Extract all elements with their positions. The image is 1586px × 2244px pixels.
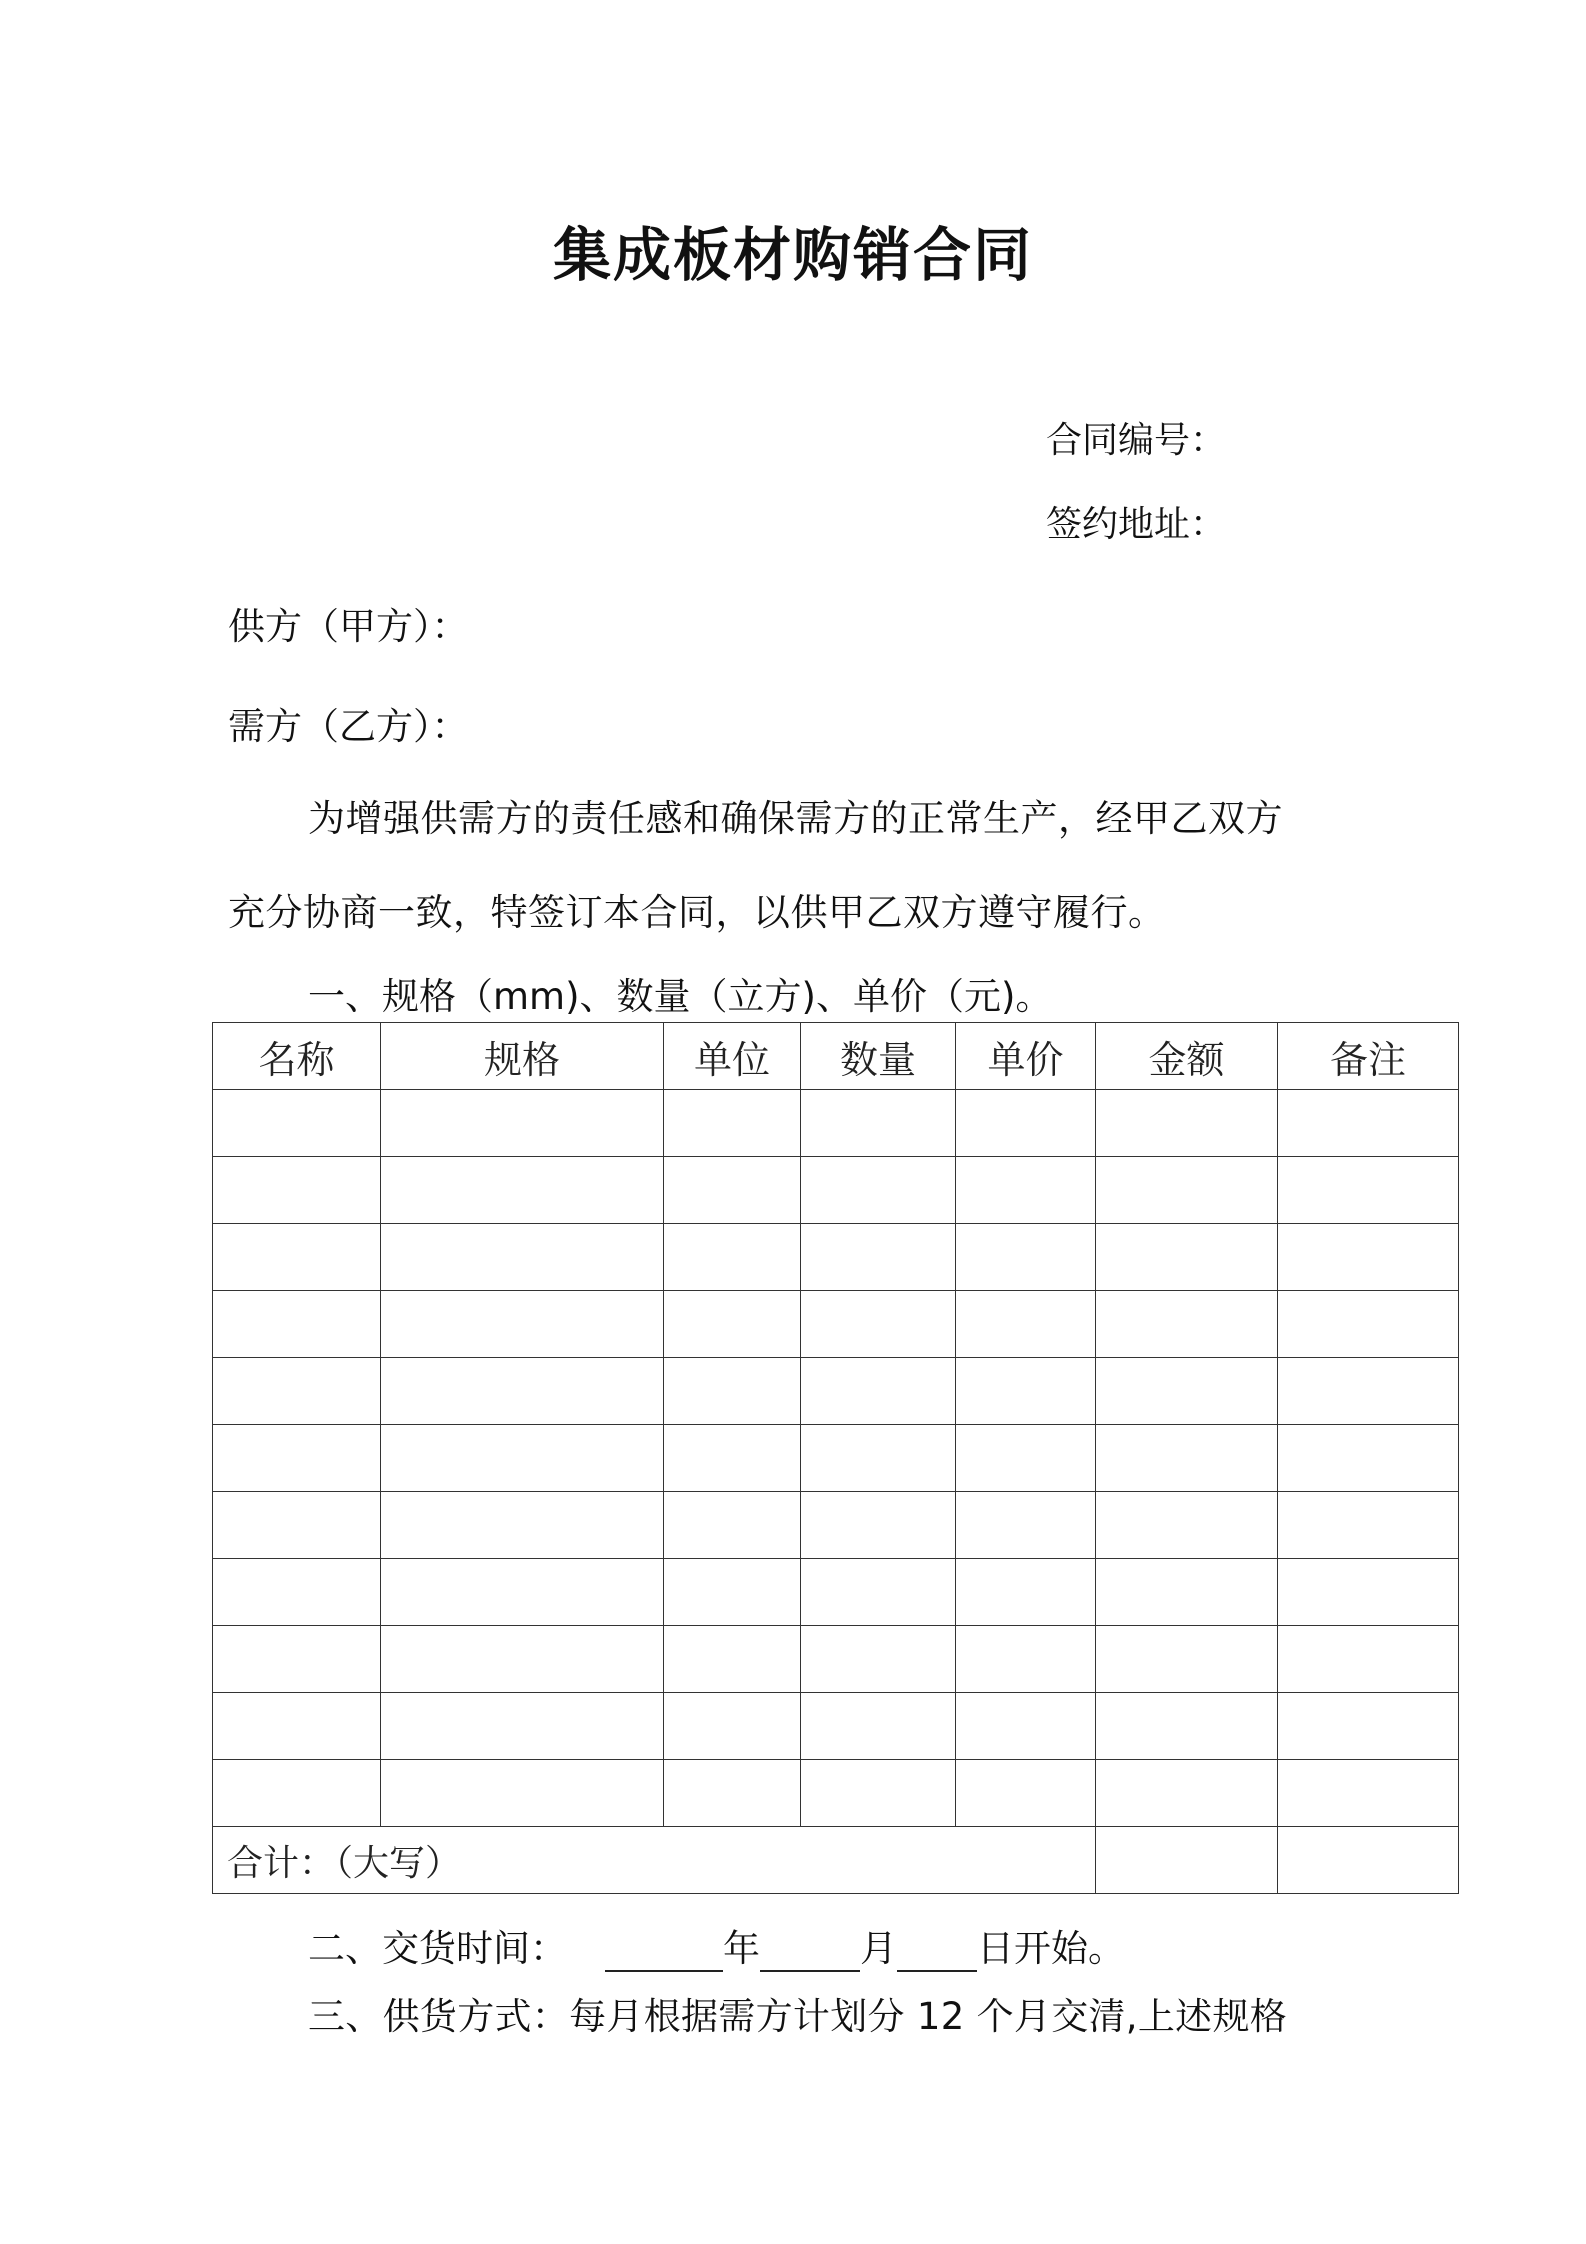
- total-remarks-cell[interactable]: [1278, 1827, 1459, 1894]
- buyer-label: 需方（乙方）：: [228, 705, 469, 748]
- table-cell[interactable]: [664, 1291, 801, 1358]
- table-cell[interactable]: [1278, 1492, 1459, 1559]
- table-cell[interactable]: [1096, 1291, 1278, 1358]
- table-cell[interactable]: [664, 1224, 801, 1291]
- table-cell[interactable]: [664, 1157, 801, 1224]
- day-blank[interactable]: [897, 1934, 977, 1972]
- table-cell[interactable]: [801, 1559, 956, 1626]
- total-amount-cell[interactable]: [1096, 1827, 1278, 1894]
- table-cell[interactable]: [213, 1626, 381, 1693]
- table-cell[interactable]: [1278, 1693, 1459, 1760]
- table-cell[interactable]: [801, 1358, 956, 1425]
- table-cell[interactable]: [381, 1492, 664, 1559]
- table-row: [213, 1425, 1459, 1492]
- table-cell[interactable]: [1278, 1425, 1459, 1492]
- table-cell[interactable]: [956, 1760, 1096, 1827]
- table-cell[interactable]: [213, 1492, 381, 1559]
- total-label: 合计：（大写）: [213, 1827, 1096, 1894]
- table-cell[interactable]: [381, 1358, 664, 1425]
- table-cell[interactable]: [801, 1425, 956, 1492]
- table-cell[interactable]: [801, 1492, 956, 1559]
- table-cell[interactable]: [956, 1291, 1096, 1358]
- table-cell[interactable]: [1278, 1626, 1459, 1693]
- delivery-time-label: 二、交货时间：: [308, 1927, 567, 1970]
- spec-table: [212, 1022, 1459, 1894]
- table-cell[interactable]: [1278, 1090, 1459, 1157]
- table-cell[interactable]: [664, 1626, 801, 1693]
- table-cell[interactable]: [381, 1090, 664, 1157]
- table-cell[interactable]: [1278, 1291, 1459, 1358]
- year-text: 年: [723, 1927, 760, 1970]
- table-cell[interactable]: [1278, 1760, 1459, 1827]
- table-row: [213, 1626, 1459, 1693]
- table-cell[interactable]: [664, 1559, 801, 1626]
- table-cell[interactable]: [956, 1224, 1096, 1291]
- header-remarks: 备注: [1278, 1023, 1459, 1090]
- table-cell[interactable]: [213, 1760, 381, 1827]
- table-cell[interactable]: [801, 1626, 956, 1693]
- table-cell[interactable]: [381, 1693, 664, 1760]
- table-cell[interactable]: [956, 1492, 1096, 1559]
- table-cell[interactable]: [1278, 1224, 1459, 1291]
- year-blank[interactable]: [605, 1934, 723, 1972]
- table-cell[interactable]: [1096, 1425, 1278, 1492]
- table-cell[interactable]: [381, 1224, 664, 1291]
- table-cell[interactable]: [956, 1559, 1096, 1626]
- table-cell[interactable]: [213, 1358, 381, 1425]
- table-row: [213, 1760, 1459, 1827]
- table-cell[interactable]: [956, 1090, 1096, 1157]
- header-spec: 规格: [381, 1023, 664, 1090]
- table-cell[interactable]: [381, 1760, 664, 1827]
- table-cell[interactable]: [381, 1425, 664, 1492]
- header-unit: 单位: [664, 1023, 801, 1090]
- table-cell[interactable]: [213, 1157, 381, 1224]
- table-cell[interactable]: [801, 1291, 956, 1358]
- table-cell[interactable]: [381, 1291, 664, 1358]
- table-row: [213, 1224, 1459, 1291]
- table-row: [213, 1492, 1459, 1559]
- table-cell[interactable]: [213, 1090, 381, 1157]
- intro-paragraph-line-2: 充分协商一致，特签订本合同，以供甲乙双方遵守履行。: [228, 891, 1166, 934]
- table-cell[interactable]: [381, 1157, 664, 1224]
- table-cell[interactable]: [381, 1559, 664, 1626]
- table-cell[interactable]: [664, 1693, 801, 1760]
- table-cell[interactable]: [801, 1760, 956, 1827]
- table-cell[interactable]: [1096, 1626, 1278, 1693]
- table-cell[interactable]: [1096, 1358, 1278, 1425]
- table-cell[interactable]: [801, 1157, 956, 1224]
- section-1-heading: 一、规格（mm)、数量（立方)、单价（元)。: [308, 975, 1053, 1018]
- section-3-supply-method: 三、供货方式：每月根据需方计划分 12 个月交清,上述规格: [308, 1995, 1288, 2038]
- table-cell[interactable]: [213, 1291, 381, 1358]
- table-cell[interactable]: [956, 1157, 1096, 1224]
- table-cell[interactable]: [213, 1559, 381, 1626]
- table-cell[interactable]: [956, 1693, 1096, 1760]
- table-cell[interactable]: [1096, 1224, 1278, 1291]
- month-blank[interactable]: [760, 1934, 860, 1972]
- signing-place-label: 签约地址：: [1046, 504, 1227, 545]
- supplier-label: 供方（甲方）：: [228, 605, 469, 648]
- contract-number-label: 合同编号：: [1046, 420, 1227, 461]
- table-cell[interactable]: [956, 1425, 1096, 1492]
- table-cell[interactable]: [1096, 1492, 1278, 1559]
- table-cell[interactable]: [801, 1090, 956, 1157]
- table-row: [213, 1157, 1459, 1224]
- table-total-row: [213, 1827, 1459, 1894]
- document-title: 集成板材购销合同: [552, 221, 1033, 289]
- table-cell[interactable]: [213, 1425, 381, 1492]
- table-cell[interactable]: [1096, 1693, 1278, 1760]
- month-text: 月: [860, 1927, 897, 1970]
- table-cell[interactable]: [801, 1224, 956, 1291]
- table-cell[interactable]: [1096, 1760, 1278, 1827]
- table-cell[interactable]: [1278, 1559, 1459, 1626]
- table-row: [213, 1291, 1459, 1358]
- day-text: 日开始。: [977, 1927, 1125, 1970]
- table-cell[interactable]: [664, 1425, 801, 1492]
- table-cell[interactable]: [664, 1492, 801, 1559]
- table-cell[interactable]: [213, 1224, 381, 1291]
- table-row: [213, 1559, 1459, 1626]
- header-quantity: 数量: [801, 1023, 956, 1090]
- table-cell[interactable]: [1278, 1157, 1459, 1224]
- intro-paragraph-line-1: 为增强供需方的责任感和确保需方的正常生产，经甲乙双方: [308, 797, 1283, 840]
- table-cell[interactable]: [1096, 1090, 1278, 1157]
- table-cell[interactable]: [1096, 1559, 1278, 1626]
- table-cell[interactable]: [213, 1693, 381, 1760]
- table-row: [213, 1090, 1459, 1157]
- table-header-row: [213, 1023, 1459, 1090]
- table-cell[interactable]: [664, 1760, 801, 1827]
- section-2-delivery-time: [308, 1918, 1125, 1972]
- table-cell[interactable]: [1278, 1358, 1459, 1425]
- header-unit-price: 单价: [956, 1023, 1096, 1090]
- table-cell[interactable]: [956, 1358, 1096, 1425]
- header-name: 名称: [213, 1023, 381, 1090]
- table-cell[interactable]: [664, 1090, 801, 1157]
- table-cell[interactable]: [664, 1358, 801, 1425]
- table-cell[interactable]: [801, 1693, 956, 1760]
- table-body: [213, 1090, 1459, 1894]
- table-row: [213, 1693, 1459, 1760]
- table-cell[interactable]: [381, 1626, 664, 1693]
- table-cell[interactable]: [956, 1626, 1096, 1693]
- header-amount: 金额: [1096, 1023, 1278, 1090]
- table-row: [213, 1358, 1459, 1425]
- table-cell[interactable]: [1096, 1157, 1278, 1224]
